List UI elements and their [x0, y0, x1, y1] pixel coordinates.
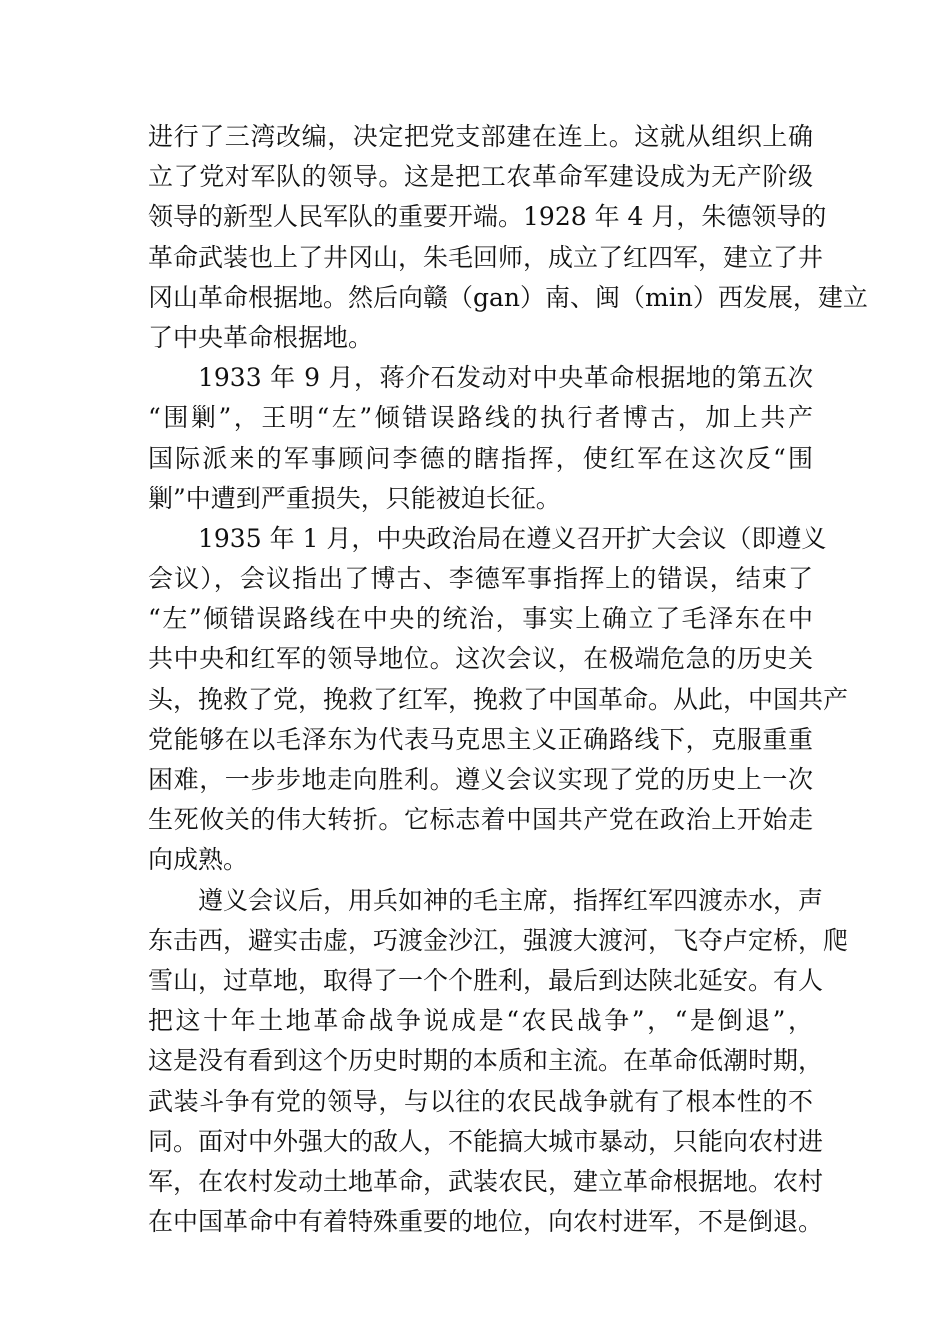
- text-line: 了中央革命根据地。: [148, 322, 374, 352]
- text-line: 向成熟。: [148, 845, 249, 875]
- text-line: 1935 年 1 月，中央政治局在遵义召开扩大会议（即遵义: [198, 523, 827, 553]
- text-line: 头，挽救了党，挽救了红军，挽救了中国革命。从此，中国共产: [148, 684, 849, 714]
- text-line: 进行了三湾改编，决定把党支部建在连上。这就从组织上确: [148, 122, 813, 151]
- text-line: 1933 年 9 月，蒋介石发动对中央革命根据地的第五次: [198, 363, 813, 393]
- text-line: 党能够在以毛泽东为代表马克思主义正确路线下，克服重重: [148, 724, 813, 754]
- text-line: 生死攸关的伟大转折。它标志着中国共产党在政治上开始走: [148, 805, 813, 835]
- text-line: 在中国革命中有着特殊重要的地位，向农村进军，不是倒退。: [148, 1207, 824, 1237]
- text-line: 东击西，避实击虚，巧渡金沙江，强渡大渡河，飞夺卢定桥，爬: [148, 925, 849, 955]
- text-line: 遵义会议后，用兵如神的毛主席，指挥红军四渡赤水，声: [198, 885, 824, 915]
- text-line: 冈山革命根据地。然后向赣（gan）南、闽（min）西发展，建立: [148, 282, 868, 312]
- text-line: “围剿”，王明“左”倾错误路线的执行者博古，加上共产: [148, 403, 813, 433]
- text-line: 军，在农村发动土地革命，武装农民，建立革命根据地。农村: [148, 1166, 824, 1196]
- paragraph: [148, 881, 849, 1243]
- text-line: 共中央和红军的领导地位。这次会议，在极端危急的历史关: [148, 644, 813, 674]
- paragraph: [148, 358, 813, 519]
- text-line: 困难，一步步地走向胜利。遵义会议实现了党的历史上一次: [148, 765, 813, 794]
- text-line: 革命武装也上了井冈山，朱毛回师，成立了红四军，建立了井: [148, 242, 824, 272]
- text-line: 国际派来的军事顾问李德的瞎指挥，使红军在这次反“围: [148, 443, 813, 473]
- text-line: 同。面对中外强大的敌人，不能搞大城市暴动，只能向农村进: [148, 1126, 824, 1156]
- paragraph: [148, 519, 849, 881]
- text-line: 把这十年土地革命战争说成是“农民战争”，“是倒退”，: [148, 1006, 813, 1036]
- body-text: [148, 117, 868, 1242]
- text-line: 剿”中遭到严重损失，只能被迫长征。: [148, 483, 561, 513]
- text-line: 雪山，过草地，取得了一个个胜利，最后到达陕北延安。有人: [148, 965, 824, 995]
- text-line: 领导的新型人民军队的重要开端。1928 年 4 月，朱德领导的: [148, 202, 827, 232]
- paragraph: [148, 117, 868, 358]
- text-line: 会议），会议指出了博古、李德军事指挥上的错误，结束了: [148, 564, 813, 594]
- text-line: 这是没有看到这个历史时期的本质和主流。在革命低潮时期，: [148, 1046, 824, 1076]
- text-line: 立了党对军队的领导。这是把工农革命军建设成为无产阶级: [148, 162, 813, 192]
- text-line: 武装斗争有党的领导，与以往的农民战争就有了根本性的不: [148, 1086, 813, 1116]
- text-line: “左”倾错误路线在中央的统治，事实上确立了毛泽东在中: [148, 604, 813, 634]
